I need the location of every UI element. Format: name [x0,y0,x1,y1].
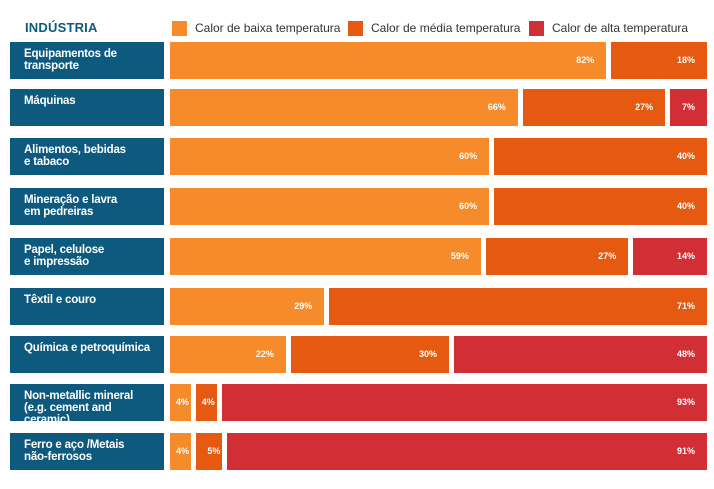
legend-item-high [529,19,688,37]
category-label-text: Alimentos, bebidas e tabaco [24,144,126,168]
bar-value-label: 40% [676,201,695,211]
category-label [10,336,164,373]
legend-label-medium: Calor de média temperatura [371,21,521,35]
bar-value-label: 93% [676,397,695,407]
legend-label-high: Calor de alta temperatura [552,21,689,35]
bar-value-label: 4% [201,397,215,407]
header-title: INDÚSTRIA [25,20,98,35]
bar-value-label: 91% [676,446,695,456]
category-label [10,188,164,225]
legend-swatch-medium [348,21,363,36]
legend-label-low: Calor de baixa temperatura [195,21,341,35]
bar-value-label: 60% [459,201,478,211]
bar-segment-low [170,384,191,421]
legend-item-medium [348,19,520,37]
category-label [10,138,164,175]
bar-value-label: 27% [598,251,617,261]
bar-value-label: 60% [459,151,478,161]
bar-value-label: 40% [676,151,695,161]
bar-value-label: 59% [450,251,469,261]
bar-value-label: 30% [419,349,438,359]
category-label-text: Papel, celulose e impressão [24,244,105,268]
bar-value-label: 66% [487,102,506,112]
bar-value-label: 5% [207,446,221,456]
bar-segment-high [222,384,707,421]
bar-segment-low [170,138,489,175]
category-label [10,288,164,325]
category-label [10,89,164,126]
bar-segment-high [633,238,707,275]
category-label [10,42,164,79]
bar-value-label: 18% [676,55,695,65]
bar-segment-low [170,288,324,325]
bar-segment-high [227,433,707,470]
bar-segment-low [170,238,481,275]
bar-segment-medium [329,288,707,325]
bar-value-label: 22% [255,349,274,359]
bar-value-label: 71% [676,301,695,311]
category-label [10,384,164,426]
bar-segment-high [670,89,707,126]
bar-segment-low [170,42,606,79]
bar-segment-medium [494,138,707,175]
bar-segment-medium [486,238,628,275]
category-label-text: Têxtil e couro [24,294,96,306]
bar-segment-medium [611,42,707,79]
bar-segment-low [170,336,286,373]
bar-segment-low [170,188,489,225]
category-label-text: Mineração e lavra em pedreiras [24,194,118,218]
bar-segment-medium [196,384,217,421]
bar-segment-medium [523,89,665,126]
category-label-text: Equipamentos de transporte [24,48,117,72]
legend-swatch-high [529,21,544,36]
bar-segment-low [170,433,191,470]
bar-value-label: 82% [576,55,595,65]
legend-swatch-low [172,21,187,36]
bar-value-label: 4% [176,446,190,456]
category-label [10,238,164,275]
bar-segment-medium [291,336,449,373]
bar-value-label: 7% [681,102,695,112]
bar-segment-medium [494,188,707,225]
category-label-text: Química e petroquímica [24,342,150,354]
category-label-text: Máquinas [24,95,76,107]
bar-segment-high [454,336,707,373]
category-label-text: Ferro e aço /Metais não-ferrosos [24,439,125,463]
bar-segment-medium [196,433,222,470]
bar-value-label: 4% [175,397,189,407]
bar-value-label: 29% [294,301,313,311]
legend-item-low [172,19,340,37]
category-label [10,433,164,470]
bar-value-label: 48% [676,349,695,359]
bar-value-label: 14% [676,251,695,261]
bar-segment-low [170,89,518,126]
bar-value-label: 27% [635,102,654,112]
category-label-text: Non-metallic mineral (e.g. cement and ceramic) [24,390,134,426]
